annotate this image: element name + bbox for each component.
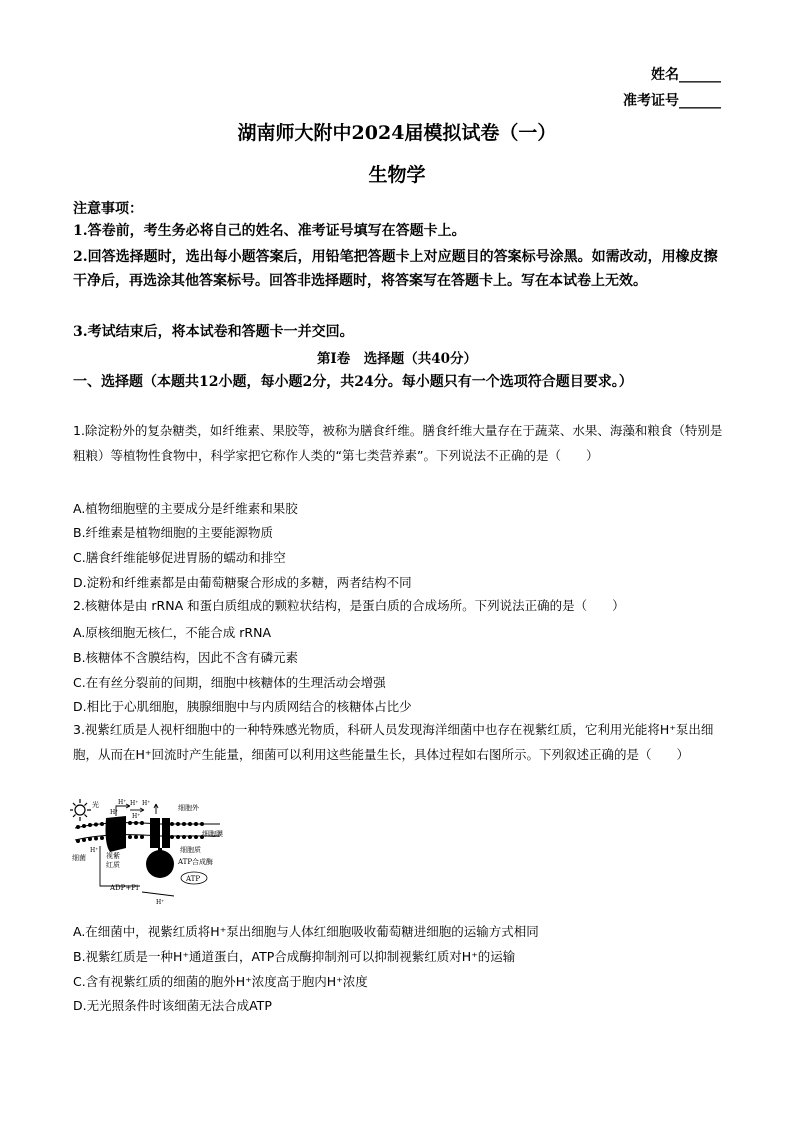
h-plus-label-4: H⁺ <box>110 809 119 816</box>
question-2-option-a: A.原核细胞无核仁，不能合成 rRNA <box>73 625 272 640</box>
question-2-stem: 2.核糖体是由 rRNA 和蛋白质组成的颗粒状结构，是蛋白质的合成场所。下列说法正确的是（ ） <box>73 598 625 613</box>
subject-title: 生物学 <box>368 164 426 186</box>
exam-title: 湖南师大附中2024届模拟试卷（一） <box>237 122 557 144</box>
cell-outside-label: 细胞外 <box>178 804 199 812</box>
note-item-3: 3.考试结束后，将本试卷和答题卡一并交回。 <box>73 324 354 340</box>
question-1-option-d: D.淀粉和纤维素都是由葡萄糖聚合形成的多糖，两者结构不同 <box>73 575 412 590</box>
question-2-option-b: B.核糖体不含膜结构，因此不含有磷元素 <box>73 650 299 665</box>
exam-id-field: 准考证号______ <box>623 93 721 109</box>
question-3-option-c: C.含有视紫红质的细菌的胞外H⁺浓度高于胞内H⁺浓度 <box>73 974 368 989</box>
question-1-option-a: A.植物细胞壁的主要成分是纤维素和果胶 <box>73 501 298 516</box>
rhodopsin-protein <box>106 816 127 852</box>
membrane-bilayer <box>75 821 220 843</box>
part-one-heading: 一、选择题（本题共12小题，每小题2分，共24分。每小题只有一个选项符合题目要求。） <box>73 374 633 390</box>
question-3-option-a: A.在细菌中，视紫红质将H⁺泵出细胞与人体红细胞吸收葡萄糖进细胞的运输方式相同 <box>73 924 539 939</box>
atp-synthase-shape <box>146 818 174 878</box>
light-label: 光 <box>92 801 99 809</box>
section-title: 第Ⅰ卷 选择题（共40分） <box>316 351 478 367</box>
question-3-stem: 3.视紫红质是人视杆细胞中的一种特殊感光物质，科研人员发现海洋细菌中也存在视紫红质，它利用光能将H⁺泵出细胞，从而在H⁺回流时产生能量，细菌可以利用这些能量生长，具体过程如右图所示。下列叙述正确的是（ ） <box>73 722 714 762</box>
note-item-1: 1.答卷前，考生务必将自己的姓名、准考证号填写在答题卡上。 <box>73 223 466 239</box>
h-plus-label-7: H⁺ <box>156 899 165 906</box>
h-plus-label-1: H⁺ <box>118 799 127 806</box>
h-plus-label-2: H⁺ <box>130 800 139 807</box>
atp-label: ATP <box>186 875 201 883</box>
atp-synthase-label: ATP合成酶 <box>178 858 214 866</box>
rhodopsin-label-line-1: 视紫 <box>106 852 120 860</box>
h-plus-label-3: H⁺ <box>142 800 151 807</box>
question-1-stem: 1.除淀粉外的复杂糖类，如纤维素、果胶等，被称为膳食纤维。膳食纤维大量存在于蔬菜、水果、海藻和粮食（特别是粗粮）等植物性食物中，科学家把它称作人类的“第七类营养素”。下列说法不正确的是（ ） <box>73 423 723 463</box>
bacteria-label: 细菌 <box>72 854 86 862</box>
rhodopsin-diagram <box>70 796 250 908</box>
question-2-option-d: D.相比于心肌细胞，胰腺细胞中与内质网结合的核糖体占比少 <box>73 699 412 714</box>
h-plus-label-5: H⁺ <box>132 813 141 820</box>
question-1-option-b: B.纤维素是植物细胞的主要能源物质 <box>73 525 274 540</box>
question-1-option-c: C.膳食纤维能够促进胃肠的蠕动和排空 <box>73 550 286 565</box>
h-plus-label-6: H⁺ <box>90 847 99 854</box>
cell-membrane-label: 细胞膜 <box>202 830 223 838</box>
question-3-option-b: B.视紫红质是一种H⁺通道蛋白，ATP合成酶抑制剂可以抑制视紫红质对H⁺的运输 <box>73 949 516 964</box>
rhodopsin-label-line-2: 红质 <box>106 861 120 869</box>
adp-pi-label: ADP+Pi <box>110 884 139 892</box>
sun-icon <box>70 799 91 821</box>
name-field: 姓名______ <box>651 67 721 83</box>
note-item-2: 2.回答选择题时，选出每小题答案后，用铅笔把答题卡上对应题目的答案标号涂黑。如需改动，用橡皮擦干净后，再选涂其他答案标号。回答非选择题时，将答案写在答题卡上。写在本试卷上无效。 <box>73 249 718 289</box>
question-2-option-c: C.在有丝分裂前的间期，细胞中核糖体的生理活动会增强 <box>73 675 386 690</box>
notes-heading: 注意事项： <box>73 201 143 217</box>
question-3-option-d: D.无光照条件时该细菌无法合成ATP <box>73 998 272 1013</box>
cytoplasm-label: 细胞质 <box>180 846 201 854</box>
